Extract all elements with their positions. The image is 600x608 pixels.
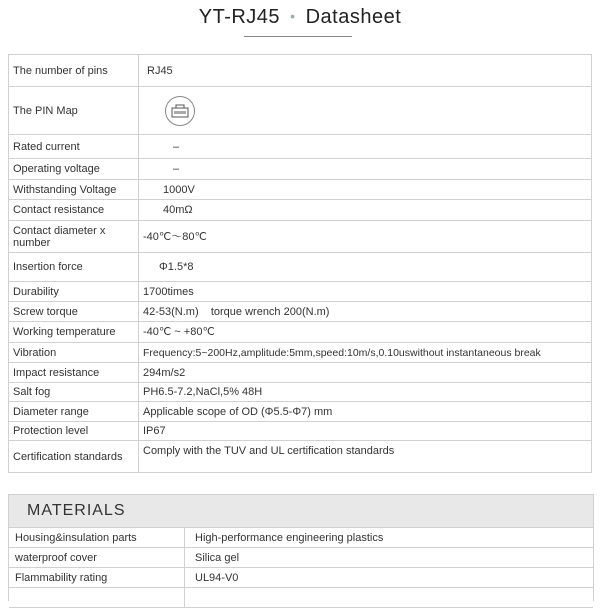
spec-value: Applicable scope of OD (Φ5.5-Φ7) mm <box>139 402 592 422</box>
materials-value: Silica gel <box>185 548 594 568</box>
materials-row <box>9 568 593 588</box>
spec-value: – <box>139 159 592 180</box>
spec-value: RJ45 <box>139 55 592 87</box>
spec-row <box>9 363 592 383</box>
spec-row <box>9 322 592 343</box>
spec-label: Screw torque <box>9 302 139 322</box>
spec-label: Working temperature <box>9 322 139 343</box>
materials-value <box>185 588 594 608</box>
spec-row <box>9 402 592 422</box>
spec-label: Impact resistance <box>9 363 139 383</box>
title-area <box>0 0 600 44</box>
spec-label: Rated current <box>9 135 139 159</box>
spec-value <box>139 87 592 135</box>
materials-section <box>8 494 594 601</box>
spec-row <box>9 343 592 363</box>
spec-value: Φ1.5*8 <box>139 253 592 282</box>
title-underline <box>244 36 352 37</box>
spec-label: Withstanding Voltage <box>9 180 139 200</box>
spec-label: Operating voltage <box>9 159 139 180</box>
spec-label: Vibration <box>9 343 139 363</box>
materials-table <box>9 528 593 608</box>
spec-label: Salt fog <box>9 383 139 402</box>
materials-label: waterproof cover <box>9 548 185 568</box>
spec-value: 42-53(N.m) torque wrench 200(N.m) <box>139 302 592 322</box>
spec-row <box>9 55 592 87</box>
spec-value: -40℃～80℃ <box>139 221 592 253</box>
spec-row <box>9 180 592 200</box>
spec-value: 294m/s2 <box>139 363 592 383</box>
spec-value: Frequency:5~200Hz,amplitude:5mm,speed:10m/s,0.10uswithout instantaneous break <box>139 343 592 363</box>
spec-label: Diameter range <box>9 402 139 422</box>
spec-label: Contact diameter x number <box>9 221 139 253</box>
spec-value: -40℃ ~ +80℃ <box>139 322 592 343</box>
materials-row <box>9 548 593 568</box>
spec-label: The PIN Map <box>9 87 139 135</box>
spec-label: The number of pins <box>9 55 139 87</box>
spec-row <box>9 87 592 135</box>
title-model: YT-RJ45 <box>198 6 281 28</box>
spec-label: Protection level <box>9 422 139 441</box>
spec-row <box>9 135 592 159</box>
spec-row <box>9 302 592 322</box>
spec-row <box>9 221 592 253</box>
spec-value: – <box>139 135 592 159</box>
materials-row <box>9 528 593 548</box>
spec-row <box>9 383 592 402</box>
page-title <box>0 6 600 29</box>
spec-value: Comply with the TUV and UL certification standards <box>139 441 592 473</box>
spec-row <box>9 253 592 282</box>
spec-value: 1000V <box>139 180 592 200</box>
materials-row <box>9 588 593 608</box>
spec-value: IP67 <box>139 422 592 441</box>
spec-row <box>9 159 592 180</box>
title-separator-dot: • <box>290 8 296 24</box>
materials-label <box>9 588 185 608</box>
spec-value: 1700times <box>139 282 592 302</box>
spec-label: Insertion force <box>9 253 139 282</box>
spec-label: Certification standards <box>9 441 139 473</box>
spec-row <box>9 441 592 473</box>
spec-row <box>9 200 592 221</box>
materials-heading: MATERIALS <box>9 495 593 528</box>
materials-label: Housing&insulation parts <box>9 528 185 548</box>
materials-value: UL94-V0 <box>185 568 594 588</box>
spec-value: 40mΩ <box>139 200 592 221</box>
spec-row <box>9 282 592 302</box>
title-subtitle: Datasheet <box>305 6 402 28</box>
spec-label: Contact resistance <box>9 200 139 221</box>
spec-row <box>9 422 592 441</box>
materials-label: Flammability rating <box>9 568 185 588</box>
rj45-port-icon <box>165 96 195 126</box>
materials-value: High-performance engineering plastics <box>185 528 594 548</box>
spec-table <box>8 54 592 473</box>
spec-label: Durability <box>9 282 139 302</box>
spec-value: PH6.5-7.2,NaCl,5% 48H <box>139 383 592 402</box>
